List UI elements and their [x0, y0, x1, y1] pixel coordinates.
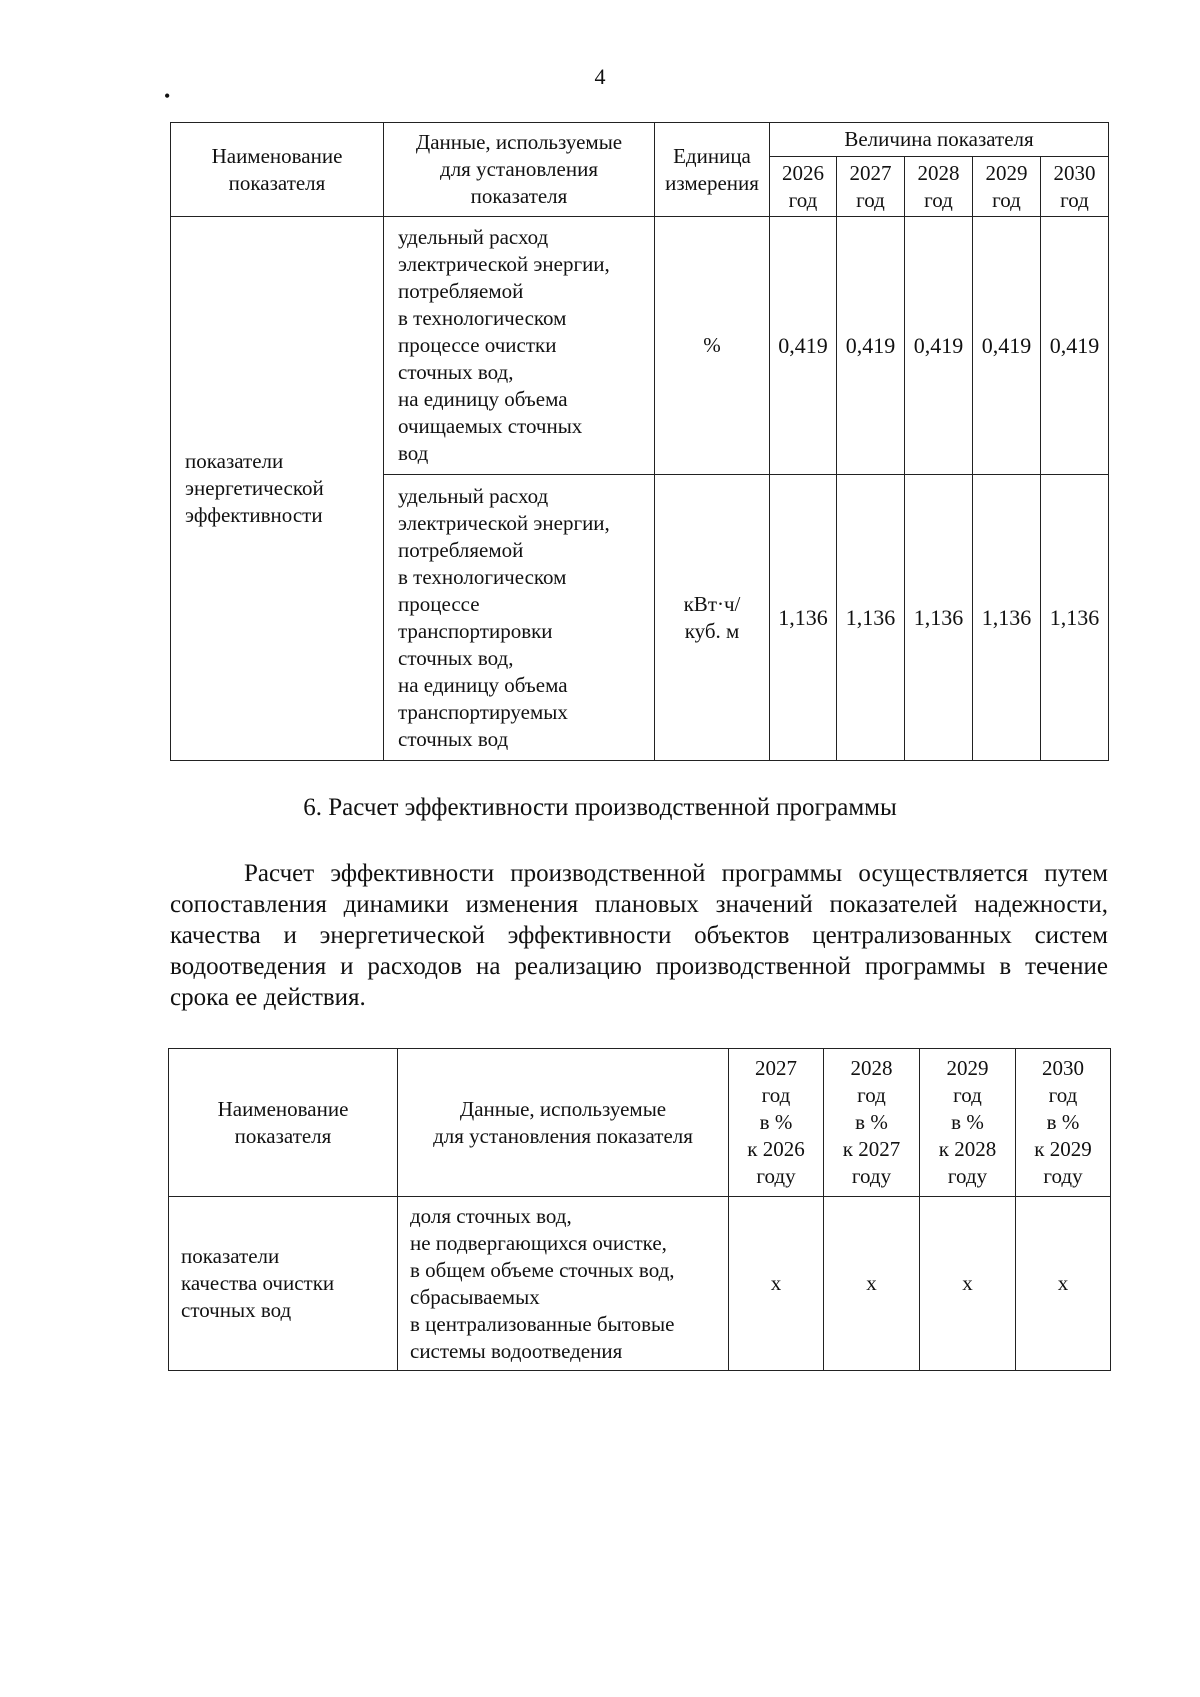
- header-year-2027: 2027 год: [837, 157, 905, 217]
- row-value: 0,419: [1041, 217, 1109, 475]
- row-unit: кВт·ч/ куб. м: [655, 475, 770, 761]
- body-paragraph: Расчет эффективности производственной программы осуществляется путем сопоставления динамики изменения плановых значений показателей надежности, качества и энергетической эффективности объектов централизованных систем водоотведения и расходов на реализацию производственной программы в течение срока ее действия.: [170, 860, 1108, 1011]
- table-row: [171, 217, 1109, 475]
- row-value: 0,419: [837, 217, 905, 475]
- energy-efficiency-table: [170, 122, 1109, 761]
- row-value: 0,419: [905, 217, 973, 475]
- header-year-2030: 2030 год в % к 2029 году: [1016, 1049, 1111, 1197]
- row-value: 0,419: [973, 217, 1041, 475]
- header-year-2027: 2027 год в % к 2026 году: [729, 1049, 824, 1197]
- row-value: 1,136: [1041, 475, 1109, 761]
- section-heading: 6. Расчет эффективности производственной программы: [303, 794, 897, 821]
- header-year-2030: 2030 год: [1041, 157, 1109, 217]
- row-description: доля сточных вод, не подвергающихся очистке, в общем объеме сточных вод, сбрасываемых в централизованные бытовые системы водоотведения: [398, 1197, 729, 1371]
- row-name: показатели качества очистки сточных вод: [169, 1197, 398, 1371]
- page-number: 4: [594, 64, 606, 89]
- header-data: Данные, используемые для установления показателя: [384, 123, 655, 217]
- table-row: [169, 1197, 1111, 1371]
- program-efficiency-table: [168, 1048, 1111, 1371]
- row-value: х: [729, 1197, 824, 1371]
- row-description: удельный расход электрической энергии, потребляемой в технологическом процессе транспортировки сточных вод, на единицу объема транспортируемых сточных вод: [384, 475, 655, 761]
- row-value: х: [920, 1197, 1016, 1371]
- header-unit: Единица измерения: [655, 123, 770, 217]
- row-value: х: [1016, 1197, 1111, 1371]
- header-year-2028: 2028 год: [905, 157, 973, 217]
- header-year-2028: 2028 год в % к 2027 году: [824, 1049, 920, 1197]
- row-description: удельный расход электрической энергии, потребляемой в технологическом процессе очистки сточных вод, на единицу объема очищаемых сточных вод: [384, 217, 655, 475]
- header-value-group: Величина показателя: [770, 123, 1109, 157]
- scan-dot: •: [164, 86, 171, 106]
- header-year-2029: 2029 год в % к 2028 году: [920, 1049, 1016, 1197]
- row-value: х: [824, 1197, 920, 1371]
- row-value: 0,419: [770, 217, 837, 475]
- row-value: 1,136: [973, 475, 1041, 761]
- row-unit: %: [655, 217, 770, 475]
- group-name: показатели энергетической эффективности: [171, 217, 384, 761]
- header-year-2026: 2026 год: [770, 157, 837, 217]
- row-value: 1,136: [905, 475, 973, 761]
- header-data: Данные, используемые для установления показателя: [398, 1049, 729, 1197]
- header-year-2029: 2029 год: [973, 157, 1041, 217]
- row-value: 1,136: [837, 475, 905, 761]
- header-name: Наименование показателя: [169, 1049, 398, 1197]
- header-name: Наименование показателя: [171, 123, 384, 217]
- row-value: 1,136: [770, 475, 837, 761]
